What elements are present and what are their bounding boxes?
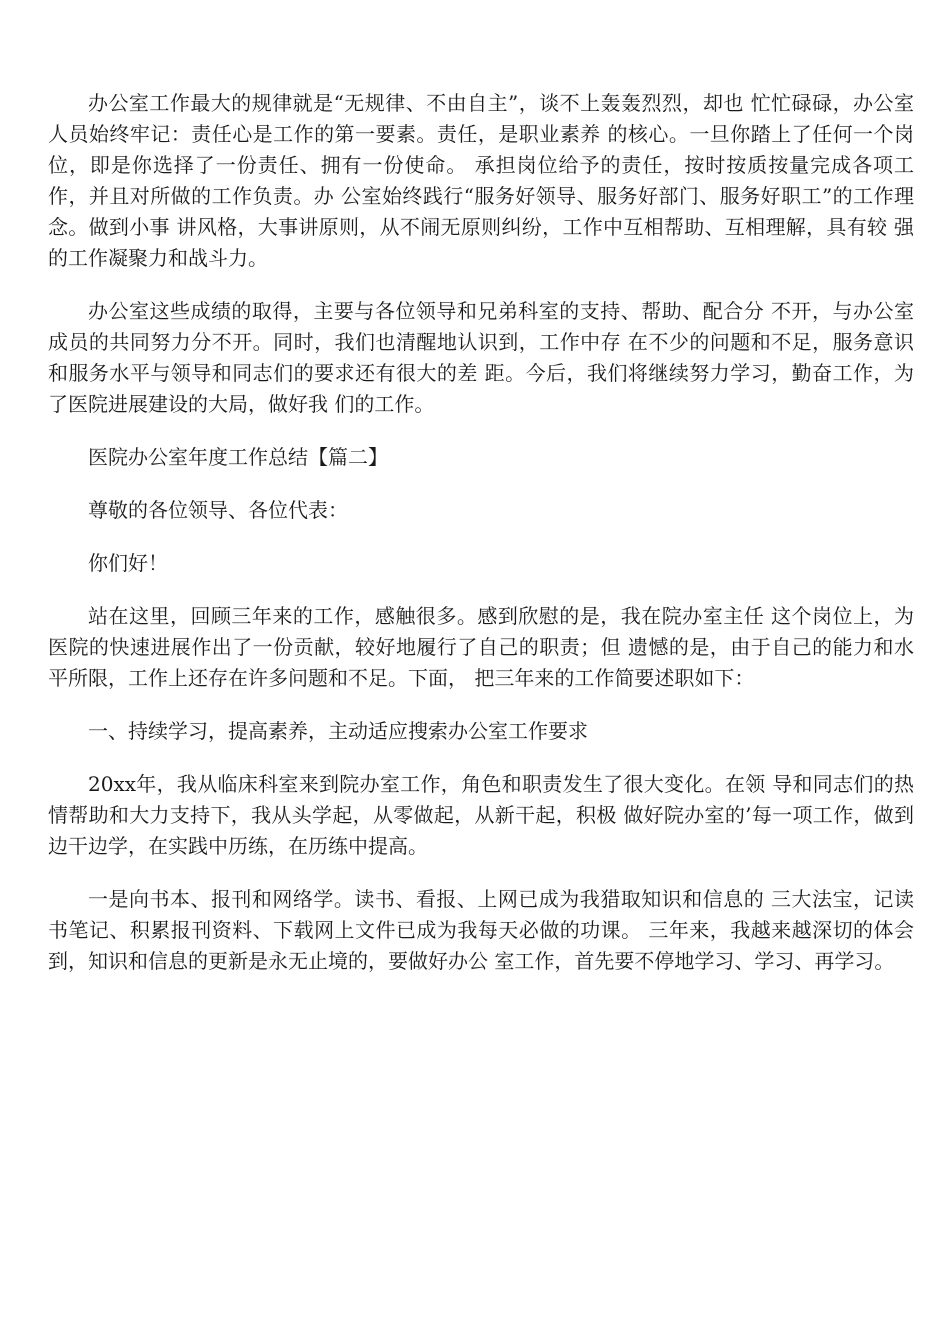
salutation: 尊敬的各位领导、各位代表： <box>88 498 348 522</box>
paragraph-office-work-principles: 办公室工作最大的规律就是“无规律、不由自主”，谈不上轰轰烈烈，却也 忙忙碌碌，办公室人员始终牢记：责任心是工作的第一要素。责任，是职业素养 的核心。一旦你踏上了任何一个岗位，即是你选择了一份责任、拥有一份使命。 承担岗位给予的责任，按时按质按量完成各项工作，并且对所做的工作负责。办 公室始终践行“服务好领导、服务好部门、服务好职工”的工作理念。做到小事 讲风格，大事讲原则，从不闹无原则纠纷，工作中互相帮助、互相理解，具有较 强的工作凝聚力和战斗力。 <box>48 91 914 270</box>
section-title-part-two: 医院办公室年度工作总结【篇二】 <box>88 445 388 469</box>
paragraph-review: 站在这里，回顾三年来的工作，感触很多。感到欣慰的是，我在院办室主任 这个岗位上，为医院的快速进展作出了一份贡献，较好地履行了自己的职责；但 遗憾的是，由于自己的能力和水平所限，工作上还存在许多问题和不足。下面， 把三年来的工作简要述职如下： <box>48 604 914 690</box>
document-page <box>48 88 914 977</box>
paragraph-achievements: 办公室这些成绩的取得，主要与各位领导和兄弟科室的支持、帮助、配合分 不开，与办公室成员的共同努力分不开。同时，我们也清醒地认识到，工作中存 在不少的问题和不足，服务意识和服务水平与领导和同志们的要求还有很大的差 距。今后，我们将继续努力学习，勤奋工作，为了医院进展建设的大局，做好我 们的工作。 <box>48 299 914 416</box>
paragraph-role-change: 20xx年，我从临床科室来到院办室工作，角色和职责发生了很大变化。在领 导和同志们的热情帮助和大力支持下，我从头学起，从零做起，从新干起，积极 做好院办室的’每一项工作，做到边干边学，在实践中历练，在历练中提高。 <box>48 772 914 858</box>
section-heading-continuous-learning: 一、持续学习，提高素养，主动适应搜索办公室工作要求 <box>88 719 588 743</box>
greeting: 你们好！ <box>88 551 168 575</box>
paragraph-learning-sources: 一是向书本、报刊和网络学。读书、看报、上网已成为我猎取知识和信息的 三大法宝，记读书笔记、积累报刊资料、下载网上文件已成为我每天必做的功课。 三年来，我越来越深切的体会到，知识和信息的更新是永无止境的，要做好办公 室工作，首先要不停地学习、学习、再学习。 <box>48 887 914 973</box>
